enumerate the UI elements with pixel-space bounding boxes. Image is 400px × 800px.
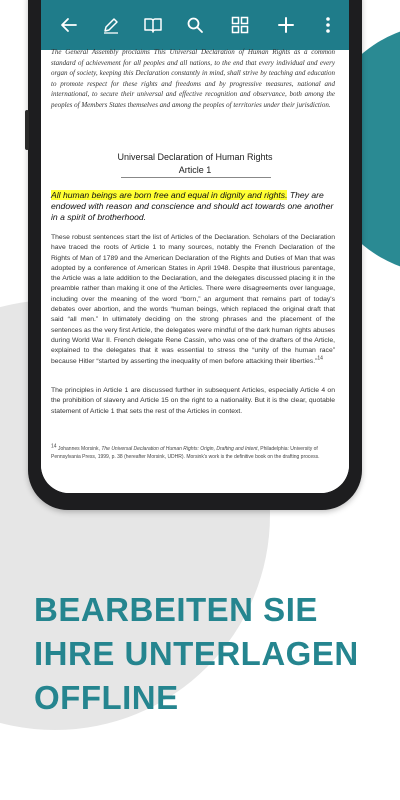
headline-line-3: OFFLINE (34, 679, 179, 716)
plus-icon[interactable] (271, 10, 301, 40)
preamble-paragraph (51, 47, 335, 111)
article-quote[interactable] (51, 190, 335, 223)
highlighted-text[interactable]: All human beings are born free and equal in dignity and rights. (51, 190, 288, 200)
footnote-book-title: The Universal Declaration of Human Rights: Origin, Drafting and Intent (101, 446, 258, 452)
body-paragraph-2: The principles in Article 1 are discussed further in subsequent Articles, especially Article 4 on the prohibition of slavery and Article 15 on the right to a nationality. But it is the clear, quotable statement of Article 1 that sets the rest of the Articles in context. (51, 387, 335, 415)
phone-screen (41, 0, 349, 493)
phone-side-button (25, 110, 29, 150)
preamble-subject: The General Assembly (51, 48, 119, 56)
search-icon[interactable] (180, 10, 210, 40)
footnote-reference[interactable]: 14 (317, 355, 323, 362)
footnote-text: , Philadelphia: University of Pennsylvania Press, 1999, p. 38 (hereafter Morsink, UDHR). Morsink's work is the definitive book on the drafting process. (51, 446, 320, 460)
headline-line-2: IHRE UNTERLAGEN (34, 635, 359, 672)
heading-divider (121, 177, 271, 178)
footnote (51, 443, 335, 461)
grid-icon[interactable] (225, 10, 255, 40)
headline-line-1: BEARBEITEN SIE (34, 591, 318, 628)
book-icon[interactable] (138, 10, 168, 40)
footnote-number: 14 (51, 443, 57, 450)
document-toolbar (41, 0, 349, 50)
back-arrow-icon[interactable] (54, 10, 84, 40)
preamble-udhr: This Universal Declaration of Human Rights (153, 48, 291, 56)
footnote-author: Johannes Morsink, (56, 446, 102, 452)
more-vertical-icon[interactable] (313, 10, 343, 40)
article-heading: Article 1 (178, 165, 212, 175)
preamble-text: as a common standard of achievement for all peoples and all nations, to the end that every individual and every organ of society, keeping this Declaration constantly in mind, shall strive by teaching and education to promote respect for these rights and freedoms and by progressive measures, national and international, to secure their universal and effective recognition and observance, both among the peoples of Members States themselves and among the peoples of territories under their jurisdiction. (51, 48, 335, 109)
quote-text: They are endowed with reason and conscience and should act towards one another in a spirit of brotherhood. (51, 190, 334, 222)
pen-icon[interactable] (96, 10, 126, 40)
body-paragraph-text: These robust sentences start the list of Articles of the Declaration. Scholars of the Declaration have traced the roots of Article 1 to many sources, notably the French Declaration of the Rights of Man of 1789 and the American Declaration of the Rights and Duties of Man that was adopted by a conference of American States in April 1948. Despite that illustrious parentage, the Article was a late addition to the Declaration, and the delegates discussed placing it in the preamble rather than making it one of the Articles. There were disagreements over language, including over the meaning of the word “born,” an argument that remains part of today's debates over abortion, and the words “human beings, which replaced the original draft that said “all men.” In ultimately deciding on the strong phrases and the placement of the sentences as the very first Article, the delegates were mindful of the dark human rights abuses during World War II. French delegate Rene Cassin, who was one of the drafters of the Article, explained to the delegates that it was essential to stress the “unity of the human race” because Hitler “started by asserting the inequality of men before attacking their liberties.” (51, 234, 335, 365)
preamble-verb: proclaims (118, 48, 154, 56)
document-heading: Universal Declaration of Human Rights (117, 152, 273, 162)
body-paragraph (51, 233, 335, 367)
